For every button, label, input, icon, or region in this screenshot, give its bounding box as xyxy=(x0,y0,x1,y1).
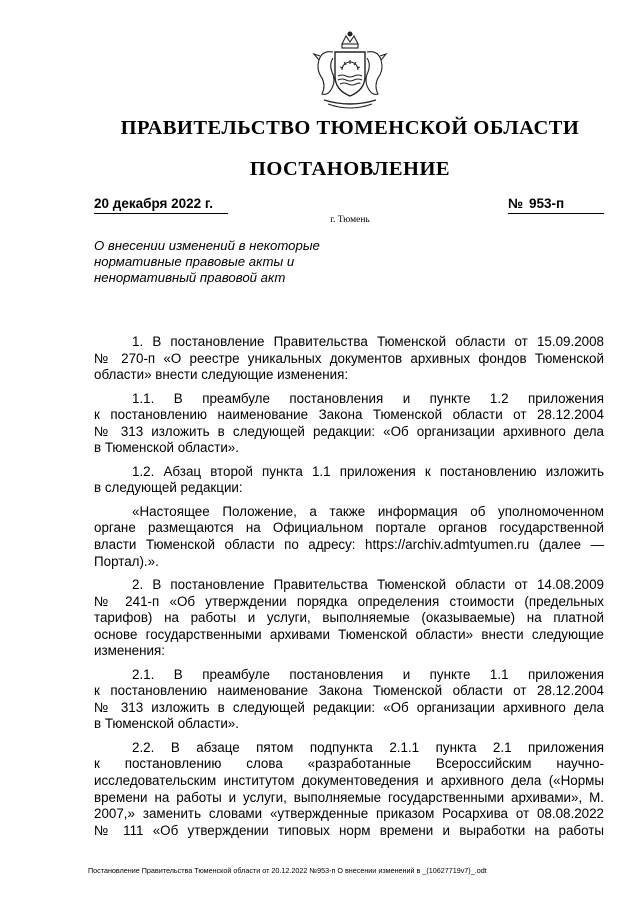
text-line: к постановлению наименование Закона Тюменской области от 28.12.2004 xyxy=(94,683,604,699)
paragraph xyxy=(94,577,604,660)
text-line: к постановлению слова «разработанные Всероссийским научно- xyxy=(94,756,604,772)
text-line: 1.2. Абзац второй пункта 1.1 приложения к постановлению изложить xyxy=(132,463,604,479)
city-label: г. Тюмень xyxy=(330,215,370,225)
document-number: 953-п xyxy=(529,196,565,211)
text-line: № 241-п «Об утверждении порядка определения стоимости (предельных xyxy=(94,593,604,609)
document-type-title: ПОСТАНОВЛЕНИЕ xyxy=(249,158,451,180)
text-line: 1.1. В преамбуле постановления и пункте 1.2 приложения xyxy=(132,390,604,406)
text-line: в Тюменской области». xyxy=(94,716,239,732)
text-line: исследовательским институтом документоведения и архивного дела («Нормы xyxy=(94,773,604,789)
date-field xyxy=(94,196,228,214)
text-line: 2.1. В преамбуле постановления и пункте 1.1 приложения xyxy=(132,666,604,682)
paragraph xyxy=(94,334,604,384)
text-line: № 111 «Об утверждении типовых норм времени и выработки на работы xyxy=(94,822,604,838)
text-line: № 313 изложить в следующей редакции: «Об организации архивного дела xyxy=(94,423,604,439)
text-line: тарифов) на работы и услуги, выполняемые (оказываемые) на платной xyxy=(94,610,604,626)
text-line: области» внести следующие изменения: xyxy=(94,367,349,383)
text-line: 2. В постановление Правительства Тюменской области от 14.08.2009 xyxy=(132,576,604,592)
paragraph xyxy=(94,391,604,457)
text-line: № 313 изложить в следующей редакции: «Об организации архивного дела xyxy=(94,699,604,715)
text-line: 1. В постановление Правительства Тюменской области от 15.09.2008 xyxy=(132,334,604,349)
government-title: ПРАВИТЕЛЬСТВО ТЮМЕНСКОЙ ОБЛАСТИ xyxy=(120,117,580,139)
text-line: изменения: xyxy=(94,643,165,659)
document-date: 20 декабря 2022 г. xyxy=(94,196,213,211)
coat-of-arms-emblem xyxy=(302,30,398,112)
text-line: органе размещаются на Официальном портале органов государственной xyxy=(94,520,604,536)
paragraph xyxy=(94,464,604,497)
subject-line: ненормативный правовой акт xyxy=(94,270,286,285)
text-line: основе государственными архивами Тюменской области» внести следующие xyxy=(94,626,604,642)
paragraph xyxy=(94,667,604,733)
document-subject xyxy=(94,238,364,286)
number-sign: № xyxy=(508,196,524,211)
text-line: 2007,» заменить словами «утвержденные приказом Росархива от 08.08.2022 xyxy=(94,806,604,822)
number-field xyxy=(508,196,604,214)
paragraph xyxy=(94,740,604,840)
text-line: № 270-п «О реестре уникальных документов архивных фондов Тюменской xyxy=(94,350,604,366)
footer-document-info: Постановление Правительства Тюменской области от 20.12.2022 №953-п О внесении изменений в _(10627719v7)_.odt xyxy=(88,866,487,875)
text-line: в Тюменской области». xyxy=(94,440,239,456)
text-line: 2.2. В абзаце пятом подпункта 2.1.1 пункта 2.1 приложения xyxy=(132,739,604,755)
paragraph xyxy=(94,504,604,570)
text-line: Портал).». xyxy=(94,553,159,569)
subject-line: нормативные правовые акты и xyxy=(94,254,295,269)
document-body xyxy=(94,334,604,846)
text-line: времени на работы и услуги, выполняемые государственными архивами», М. xyxy=(94,789,604,805)
text-line: в следующей редакции: xyxy=(94,480,243,496)
subject-line: О внесении изменений в некоторые xyxy=(94,238,320,253)
text-line: к постановлению наименование Закона Тюменской области от 28.12.2004 xyxy=(94,407,604,423)
text-line: «Настоящее Положение, а также информация об уполномоченном xyxy=(132,503,604,519)
text-line: власти Тюменской области по адресу: https://archiv.admtyumen.ru (далее — xyxy=(94,536,604,552)
